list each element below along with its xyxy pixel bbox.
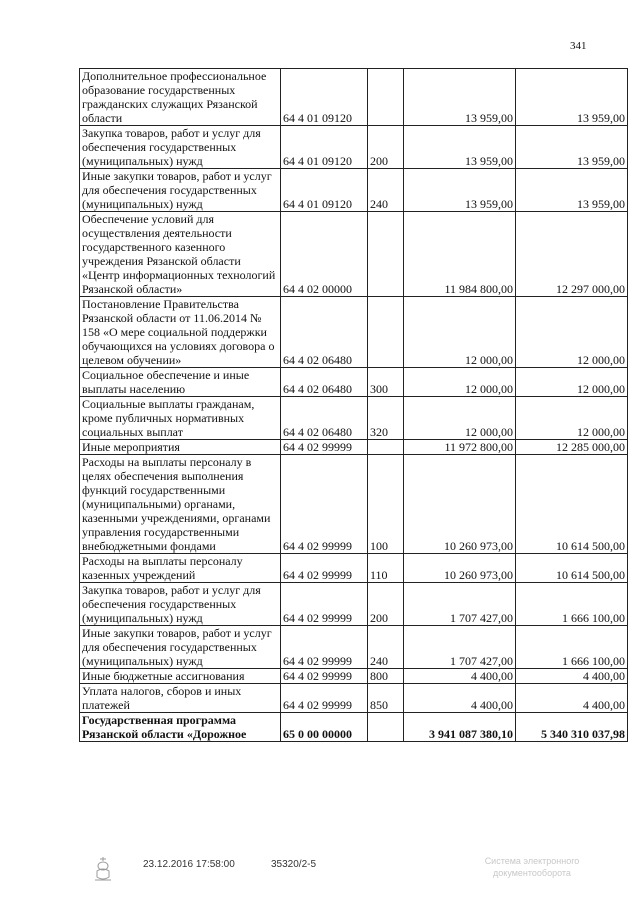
row-sum-first: 13 959,00 — [404, 169, 516, 212]
row-name: Иные бюджетные ассигнования — [80, 669, 281, 684]
table-row — [80, 455, 628, 554]
row-sum-first: 13 959,00 — [404, 126, 516, 169]
row-name: Иные закупки товаров, работ и услуг для обеспечения государственных (муниципальных) нужд — [80, 169, 281, 212]
row-name: Иные закупки товаров, работ и услуг для обеспечения государственных (муниципальных) нужд — [80, 626, 281, 669]
table-row — [80, 684, 628, 713]
footer-date: 23.12.2016 17:58:00 — [143, 859, 235, 870]
row-type — [368, 297, 404, 368]
row-type: 200 — [368, 583, 404, 626]
row-code: 64 4 02 06480 — [281, 397, 368, 440]
row-sum-first: 12 000,00 — [404, 297, 516, 368]
row-name: Расходы на выплаты персоналу казенных учреждений — [80, 554, 281, 583]
row-name: Закупка товаров, работ и услуг для обеспечения государственных (муниципальных) нужд — [80, 583, 281, 626]
row-sum-first: 1 707 427,00 — [404, 626, 516, 669]
row-sum-second: 13 959,00 — [516, 126, 628, 169]
row-sum-first: 4 400,00 — [404, 684, 516, 713]
footer-reference: 35320/2-5 — [271, 859, 317, 870]
row-name: Обеспечение условий для осуществления деятельности государственного казенного учреждения Рязанской области «Центр информационных технологий Рязанской области» — [80, 212, 281, 297]
row-sum-second: 12 297 000,00 — [516, 212, 628, 297]
row-code: 64 4 02 06480 — [281, 368, 368, 397]
row-name: Иные мероприятия — [80, 440, 281, 455]
row-sum-first: 4 400,00 — [404, 669, 516, 684]
row-name: Государственная программа Рязанской области «Дорожное — [80, 713, 281, 742]
table-row — [80, 212, 628, 297]
page-number: 341 — [570, 40, 587, 52]
row-sum-second: 1 666 100,00 — [516, 583, 628, 626]
row-sum-first: 10 260 973,00 — [404, 554, 516, 583]
row-type: 800 — [368, 669, 404, 684]
row-sum-second: 10 614 500,00 — [516, 455, 628, 554]
row-sum-second: 12 000,00 — [516, 368, 628, 397]
row-sum-second: 13 959,00 — [516, 169, 628, 212]
table-row — [80, 126, 628, 169]
table-row — [80, 669, 628, 684]
row-type: 100 — [368, 455, 404, 554]
row-code: 64 4 02 99999 — [281, 455, 368, 554]
table-row — [80, 554, 628, 583]
table-row — [80, 713, 628, 742]
row-type: 850 — [368, 684, 404, 713]
row-name: Уплата налогов, сборов и иных платежей — [80, 684, 281, 713]
row-name: Расходы на выплаты персоналу в целях обеспечения выполнения функций государственными (муниципальными) органами, казенными учреждениями, органами управления государственными внебюджетными фондами — [80, 455, 281, 554]
row-type: 240 — [368, 169, 404, 212]
row-code: 64 4 02 99999 — [281, 669, 368, 684]
budget-table — [79, 68, 628, 742]
row-code: 64 4 01 09120 — [281, 69, 368, 126]
row-code: 64 4 01 09120 — [281, 126, 368, 169]
row-code: 64 4 02 06480 — [281, 297, 368, 368]
table-row — [80, 397, 628, 440]
row-type — [368, 212, 404, 297]
row-sum-second: 5 340 310 037,98 — [516, 713, 628, 742]
row-sum-second: 4 400,00 — [516, 684, 628, 713]
table-row — [80, 626, 628, 669]
row-code: 64 4 02 99999 — [281, 684, 368, 713]
row-type: 240 — [368, 626, 404, 669]
table-row — [80, 440, 628, 455]
row-sum-second: 4 400,00 — [516, 669, 628, 684]
table-row — [80, 69, 628, 126]
row-sum-first: 13 959,00 — [404, 69, 516, 126]
row-code: 64 4 02 99999 — [281, 583, 368, 626]
emblem-icon — [92, 855, 114, 883]
row-sum-first: 10 260 973,00 — [404, 455, 516, 554]
row-sum-first: 11 984 800,00 — [404, 212, 516, 297]
row-type: 300 — [368, 368, 404, 397]
row-name: Закупка товаров, работ и услуг для обеспечения государственных (муниципальных) нужд — [80, 126, 281, 169]
row-code: 64 4 02 00000 — [281, 212, 368, 297]
row-code: 64 4 02 99999 — [281, 626, 368, 669]
table-row — [80, 583, 628, 626]
table-row — [80, 368, 628, 397]
row-sum-second: 12 285 000,00 — [516, 440, 628, 455]
row-type — [368, 440, 404, 455]
row-sum-second: 10 614 500,00 — [516, 554, 628, 583]
table-row — [80, 297, 628, 368]
row-sum-first: 1 707 427,00 — [404, 583, 516, 626]
watermark-text: Система электронного документооборота — [484, 856, 580, 878]
budget-table-body — [80, 69, 628, 742]
row-type: 110 — [368, 554, 404, 583]
row-type: 320 — [368, 397, 404, 440]
row-sum-second: 1 666 100,00 — [516, 626, 628, 669]
row-sum-first: 12 000,00 — [404, 397, 516, 440]
row-sum-first: 12 000,00 — [404, 368, 516, 397]
row-sum-first: 11 972 800,00 — [404, 440, 516, 455]
row-sum-first: 3 941 087 380,10 — [404, 713, 516, 742]
row-type — [368, 713, 404, 742]
row-sum-second: 13 959,00 — [516, 69, 628, 126]
row-name: Дополнительное профессиональное образование государственных гражданских служащих Рязанской области — [80, 69, 281, 126]
row-code: 64 4 02 99999 — [281, 554, 368, 583]
row-code: 64 4 02 99999 — [281, 440, 368, 455]
row-name: Постановление Правительства Рязанской области от 11.06.2014 № 158 «О мере социальной поддержки обучающихся на условиях договора о целевом обучении» — [80, 297, 281, 368]
row-type — [368, 69, 404, 126]
row-name: Социальное обеспечение и иные выплаты населению — [80, 368, 281, 397]
row-sum-second: 12 000,00 — [516, 397, 628, 440]
row-code: 64 4 01 09120 — [281, 169, 368, 212]
row-sum-second: 12 000,00 — [516, 297, 628, 368]
table-row — [80, 169, 628, 212]
row-code: 65 0 00 00000 — [281, 713, 368, 742]
row-type: 200 — [368, 126, 404, 169]
row-name: Социальные выплаты гражданам, кроме публичных нормативных социальных выплат — [80, 397, 281, 440]
